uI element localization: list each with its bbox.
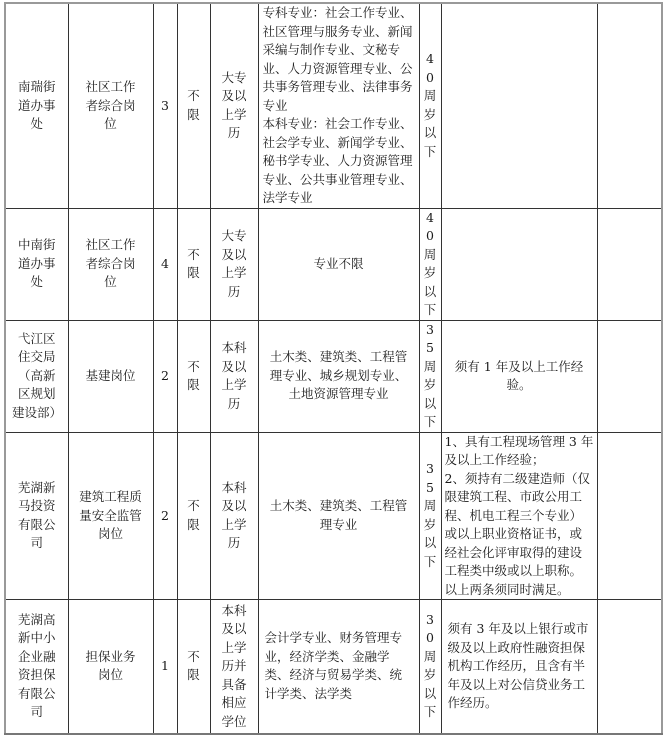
- count-cell: 2: [153, 432, 177, 600]
- age-cell: 30周岁以下: [419, 600, 441, 734]
- table-row: [5, 3, 662, 208]
- requirement-line: 以上两条须同时满足。: [444, 581, 570, 597]
- gender-cell: 不限: [177, 432, 210, 600]
- gender-cell: 不限: [177, 600, 210, 734]
- remarks-cell: [597, 3, 662, 208]
- other-requirements-cell: [441, 3, 597, 208]
- requirement-line: 1、具有工程现场管理 3 年及以上工作经验；: [444, 433, 594, 467]
- education-cell: 本科及以上学历: [210, 320, 258, 432]
- education-cell: 大专及以上学历: [210, 3, 258, 208]
- table-row: [5, 320, 662, 432]
- remarks-cell: [597, 600, 662, 734]
- position-cell: 担保业务岗位: [68, 600, 153, 734]
- recruitment-table: [4, 2, 663, 735]
- count-cell: 1: [153, 600, 177, 734]
- education-cell: 本科及以上学历: [210, 432, 258, 600]
- major-cell: 土木类、建筑类、工程管理专业: [258, 432, 419, 600]
- position-cell: 社区工作者综合岗位: [68, 208, 153, 320]
- count-cell: 3: [153, 3, 177, 208]
- major-cell: 专业不限: [258, 208, 419, 320]
- major-cell: 会计学专业、财务管理专业，经济学类、金融学类、经济与贸易学类、统计学类、法学类: [258, 600, 419, 734]
- major-cell: [258, 3, 419, 208]
- table-row: [5, 600, 662, 734]
- major-line: 本科专业：社会工作专业、社会学专业、新闻学专业、秘书学专业、人力资源管理专业、公共事业管理专业、法学专业: [262, 116, 413, 205]
- age-cell: 35周岁以下: [419, 432, 441, 600]
- other-requirements-cell: [441, 432, 597, 600]
- other-requirements-cell: 须有 1 年及以上工作经验。: [441, 320, 597, 432]
- unit-cell: 中南街道办事处: [5, 208, 68, 320]
- education-cell: 大专及以上学历: [210, 208, 258, 320]
- unit-cell: 南瑞街道办事处: [5, 3, 68, 208]
- table-row: [5, 432, 662, 600]
- other-requirements-cell: 须有 3 年及以上银行或市级及以上政府性融资担保机构工作经历，且含有半年及以上对公信贷业务工作经历。: [441, 600, 597, 734]
- gender-cell: 不限: [177, 3, 210, 208]
- count-cell: 4: [153, 208, 177, 320]
- other-requirements-cell: [441, 208, 597, 320]
- education-cell: 本科及以上学历并具备相应学位: [210, 600, 258, 734]
- major-cell: 土木类、建筑类、工程管理专业、城乡规划专业、土地资源管理专业: [258, 320, 419, 432]
- major-line: 专科专业：社会工作专业、社区管理与服务专业、新闻采编与制作专业、文秘专业、人力资源管理专业、公共事务管理专业、法律事务专业: [262, 5, 413, 113]
- table-row: [5, 208, 662, 320]
- position-cell: 基建岗位: [68, 320, 153, 432]
- remarks-cell: [597, 320, 662, 432]
- unit-cell: 弋江区住交局（高新区规划建设部）: [5, 320, 68, 432]
- gender-cell: 不限: [177, 320, 210, 432]
- unit-cell: 芜湖新马投资有限公司: [5, 432, 68, 600]
- requirement-line: 2、须持有二级建造师（仅限建筑工程、市政公用工程、机电工程三个专业）或以上职业资格证书，或经社会化评审取得的建设工程类中级或以上职称。: [444, 470, 590, 578]
- gender-cell: 不限: [177, 208, 210, 320]
- unit-cell: 芜湖高新中小企业融资担保有限公司: [5, 600, 68, 734]
- remarks-cell: [597, 432, 662, 600]
- remarks-cell: [597, 208, 662, 320]
- position-cell: 建筑工程质量安全监管岗位: [68, 432, 153, 600]
- age-cell: 40周岁以下: [419, 208, 441, 320]
- age-cell: 35周岁以下: [419, 320, 441, 432]
- age-cell: 40周岁以下: [419, 3, 441, 208]
- position-cell: 社区工作者综合岗位: [68, 3, 153, 208]
- count-cell: 2: [153, 320, 177, 432]
